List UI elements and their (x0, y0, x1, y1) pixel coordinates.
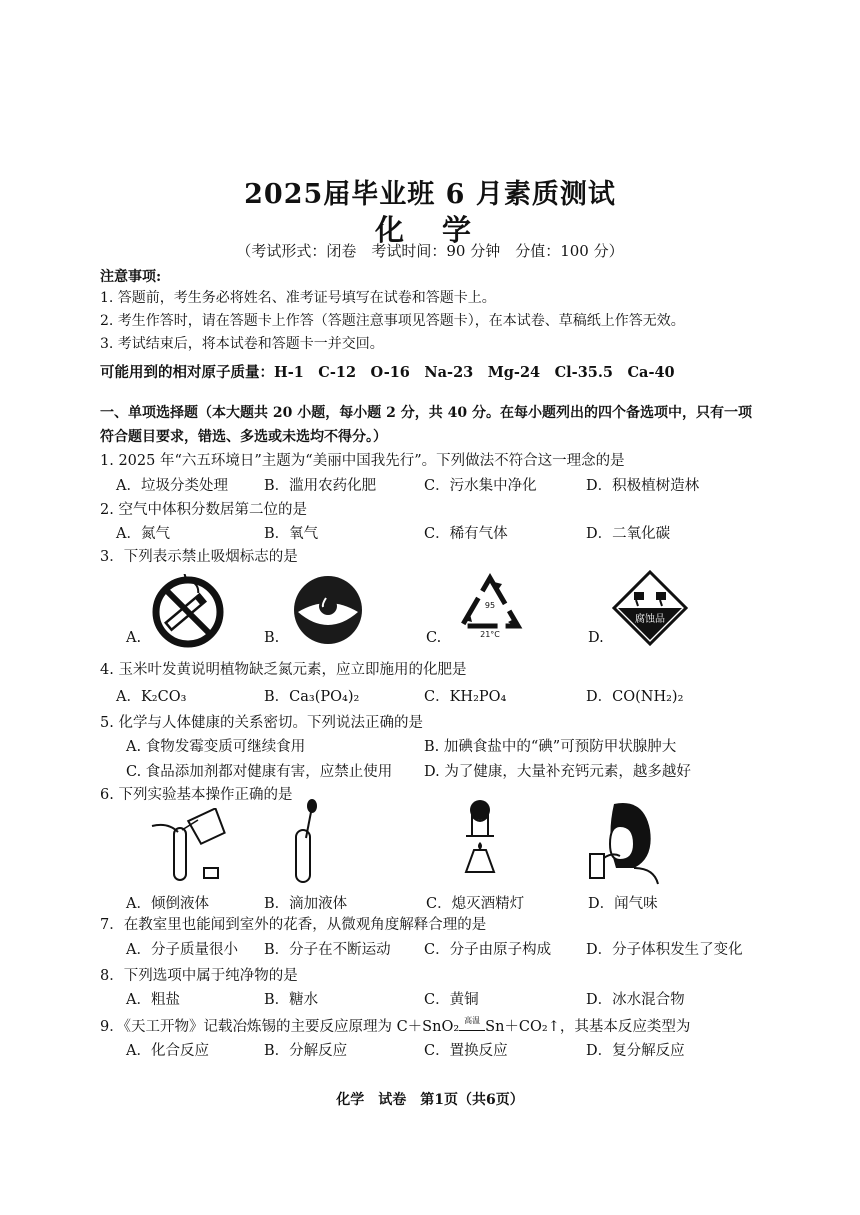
q7-option-c: C．分子由原子构成 (424, 942, 552, 958)
question-5-stem: 5. 化学与人体健康的关系密切。下列说法正确的是 (100, 715, 423, 731)
q5-option-a: A. 食物发霉变质可继续食用 (126, 739, 306, 755)
q7-option-d: D．分子体积发生了变化 (586, 942, 743, 958)
q9-option-a: A．化合反应 (126, 1043, 209, 1059)
q9-condition: 高温 (464, 1016, 481, 1025)
q4-option-d: D．CO(NH₂)₂ (586, 689, 684, 705)
note-item-1: 1. 答题前，考生务必将姓名、准考证号填写在试卷和答题卡上。 (100, 290, 496, 306)
q7-option-b: B．分子在不断运动 (264, 942, 391, 958)
recycle-sign-image (450, 572, 530, 640)
q6-option-a: A．倾倒液体 (126, 896, 209, 912)
question-3-stem: 3．下列表示禁止吸烟标志的是 (100, 549, 298, 565)
note-item-2: 2. 考生作答时，请在答题卡上作答（答题注意事项见答题卡），在本试卷、草稿纸上作答无效。 (100, 313, 685, 329)
question-1-stem: 1. 2025 年“六五环境日”主题为“美丽中国我先行”。下列做法不符合这一理念的是 (100, 453, 625, 469)
note-item-3: 3. 考试结束后，将本试卷和答题卡一并交回。 (100, 336, 384, 352)
q1-option-d: D．积极植树造林 (586, 478, 700, 494)
q5-option-d: D. 为了健康，大量补充钙元素，越多越好 (424, 764, 691, 780)
corrosive-label: 腐蚀品 (635, 614, 665, 625)
notes-heading: 注意事项: (100, 269, 162, 285)
q3-option-d: D. (588, 630, 604, 646)
q4-option-a: A．K₂CO₃ (116, 689, 187, 705)
section-intro-line1: 一、单项选择题（本大题共 20 小题，每小题 2 分，共 40 分。在每小题列出的四个备选项中，只有一项 (100, 405, 752, 421)
q9-option-d: D．复分解反应 (586, 1043, 685, 1059)
q8-option-c: C．黄铜 (424, 992, 479, 1008)
corrosive-sign-image (612, 570, 688, 646)
q4-option-b: B．Ca₃(PO₄)₂ (264, 689, 360, 705)
q1-option-b: B．滥用农药化肥 (264, 478, 377, 494)
q3-option-a: A. (126, 630, 142, 646)
q6-option-c: C．熄灭酒精灯 (426, 896, 525, 912)
smelling-gas-image (584, 798, 664, 886)
q5-option-c: C. 食品添加剂都对健康有害，应禁止使用 (126, 764, 393, 780)
q9-stem-tail: Sn＋CO₂↑，其基本反应类型为 (485, 1019, 691, 1035)
recycle-number: 95 (484, 601, 496, 610)
question-4-stem: 4. 玉米叶发黄说明植物缺乏氮元素，应立即施用的化肥是 (100, 662, 467, 678)
q4-option-c: C．KH₂PO₄ (424, 689, 507, 705)
subject-title: 化 学 (374, 213, 486, 247)
recycle-temp: 21°C (480, 630, 500, 639)
question-7-stem: 7．在教室里也能闻到室外的花香，从微观角度解释合理的是 (100, 917, 487, 933)
q2-option-c: C．稀有气体 (424, 526, 508, 542)
q8-option-a: A．粗盐 (126, 992, 180, 1008)
extinguish-lamp-image (452, 796, 512, 888)
q3-option-c: C. (426, 630, 442, 646)
atomic-masses: 可能用到的相对原子质量：H-1 C-12 O-16 Na-23 Mg-24 Cl-35.5 Ca-40 (100, 364, 675, 381)
q8-option-b: B．糖水 (264, 992, 319, 1008)
q2-option-b: B．氧气 (264, 526, 319, 542)
q6-option-d: D．闻气味 (588, 896, 658, 912)
q5-option-b: B. 加碘食盐中的“碘”可预防甲状腺肿大 (424, 739, 677, 755)
question-2-stem: 2. 空气中体积分数居第二位的是 (100, 502, 307, 518)
q2-option-d: D．二氧化碳 (586, 526, 671, 542)
q6-option-b: B．滴加液体 (264, 896, 348, 912)
page-footer: 化学 试卷 第1页（共6页） (336, 1092, 524, 1108)
q9-option-b: B．分解反应 (264, 1043, 348, 1059)
q8-option-d: D．冰水混合物 (586, 992, 685, 1008)
no-smoking-sign-image (150, 574, 226, 650)
exam-title: 2025届毕业班 6 月素质测试 (244, 179, 616, 210)
question-6-stem: 6. 下列实验基本操作正确的是 (100, 787, 293, 803)
q1-option-a: A．垃圾分类处理 (116, 478, 228, 494)
q1-option-c: C．污水集中净化 (424, 478, 537, 494)
q3-option-b: B. (264, 630, 280, 646)
q9-stem-head: 9．《天工开物》记载冶炼锡的主要反应原理为 C＋SnO₂ (100, 1019, 460, 1035)
dropping-liquid-image (290, 798, 330, 888)
q7-option-a: A．分子质量很小 (126, 942, 238, 958)
question-8-stem: 8．下列选项中属于纯净物的是 (100, 968, 298, 984)
pouring-liquid-image (148, 808, 232, 888)
q9-reaction-arrow (459, 1016, 485, 1031)
section-intro-line2: 符合题目要求，错选、多选或未选均不得分。） (100, 429, 387, 445)
q9-option-c: C．置换反应 (424, 1043, 508, 1059)
q2-option-a: A．氮气 (116, 526, 170, 542)
water-saving-sign-image (290, 572, 366, 648)
question-9-stem (100, 1015, 690, 1036)
exam-info: （考试形式：闭卷 考试时间：90 分钟 分值：100 分） (236, 242, 624, 260)
